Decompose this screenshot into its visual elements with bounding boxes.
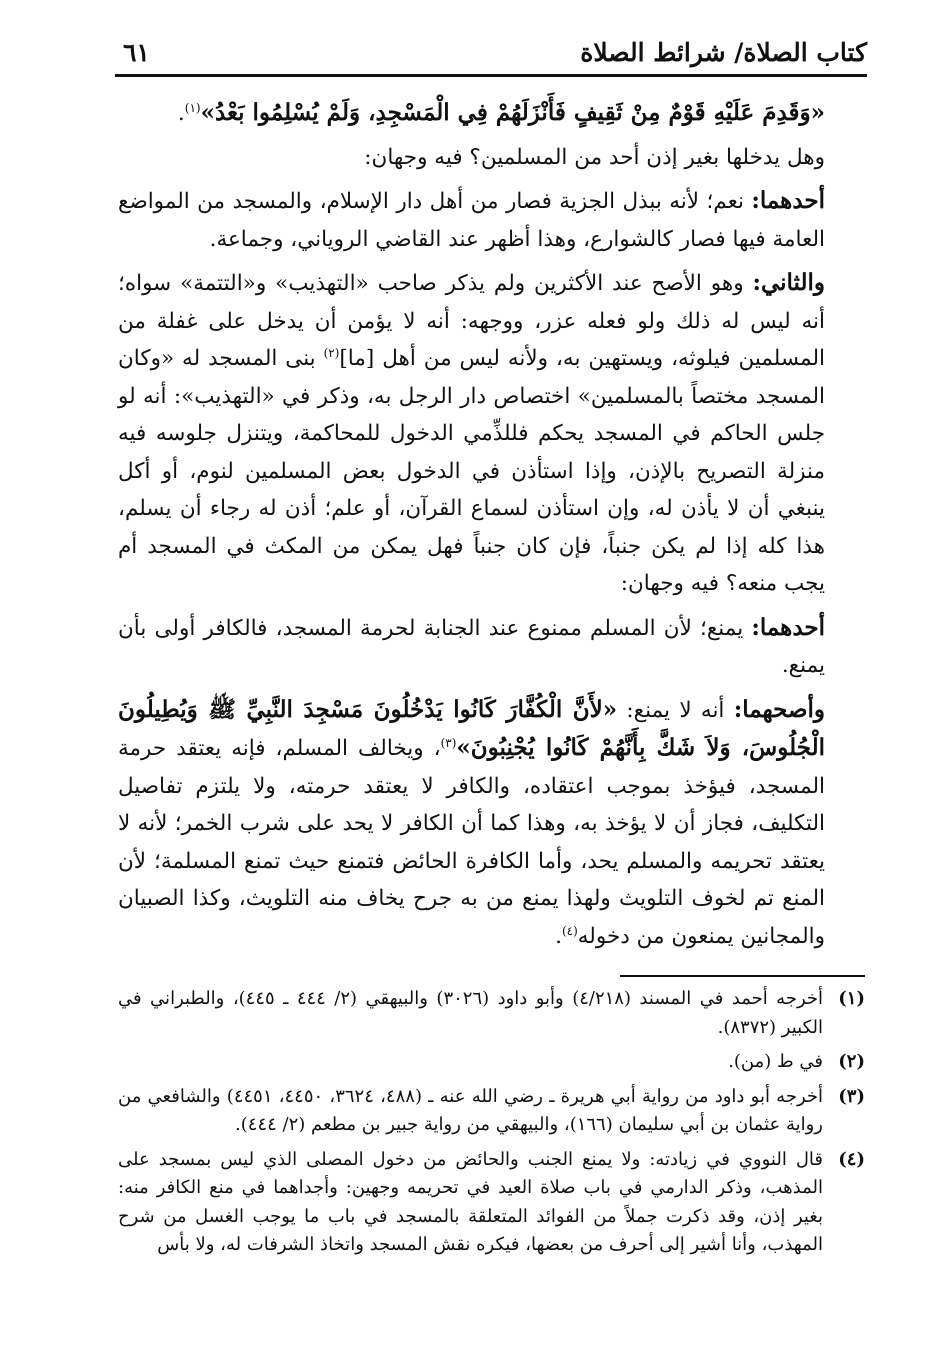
paragraph-hadith <box>118 94 865 133</box>
footnote-separator <box>620 975 865 977</box>
footnote-ref-3: (٣) <box>440 735 457 750</box>
footnote-number: (٢) <box>838 1051 865 1072</box>
footnote-text: قال النووي في زيادته: ولا يمنع الجنب والحائض من دخول المصلى الذي ليس بمسجد على المذهب، وذكر الدارمي في باب صلاة العيد في تحريمه وجهين: وأجداهما في منع الكافر منه: بغير إذن، وقد ذكرت جملاً من الفوائد المتعلقة بالمسجد في باب ما يوجب الغسل من شرح المهذب، وأنا أشير إلى أحرف من بعضها، فيكره نقش المسجد واتخاذ الشرفات له، ولا بأس <box>118 1148 823 1255</box>
junub-correct-text-a: أنه لا يمنع: <box>617 697 734 723</box>
period: . <box>177 101 185 126</box>
paragraph-junub-first <box>118 609 865 685</box>
footnote-text: في ط (من). <box>728 1051 823 1072</box>
footnote-ref-1: (١) <box>184 100 201 115</box>
page-number: ٦١ <box>123 38 150 67</box>
lead-first: أحدهما: <box>751 187 825 214</box>
footnote-ref-2: (٢) <box>323 345 340 360</box>
footnote <box>118 985 865 1042</box>
page-header <box>115 30 867 77</box>
footnote-text: أخرجه أبو داود من رواية أبي هريرة ـ رضي الله عنه ـ (٤٨٨، ٣٦٢٤، ٤٤٥٠، ٤٤٥١) والشافعي من رواية عثمان بن أبي سليمان (١٦٦)، والبيهقي من رواية جبير بن مطعم (٢/ ٤٤٤). <box>118 1085 824 1135</box>
footnotes <box>118 985 865 1266</box>
junub-correct-text-b: ، ويخالف المسلم، فإنه يعتقد حرمة المسجد، فيؤخذ بموجب اعتقاده، والكافر لا يعتقد حرمته، ولا يلتزم تفاصيل التكليف، فجاز أن لا يؤخذ به، وهذا كما أن الكافر لا يحد على شرب الخمر؛ لأنه لا يعتقد تحريمه والمسلم يحد، وأما الكافرة الحائض فتمنع حيث تمنع المسلمة؛ لأن المنع تم لخوف التلويث ولهذا يمنع من به جرح يخاف منه التلويث، وكذا الصبيان والمجانين يمنعون من دخوله <box>118 736 825 949</box>
footnote-number: (٤) <box>838 1148 865 1170</box>
lead-junub-correct: وأصحهما: <box>733 695 826 723</box>
second-view-text-a: وهو الأصح عند الأكثرين ولم يذكر صاحب «التهذيب» و«التتمة» سواه؛ أنه ليس له ذلك ولو فعله عزر، ووجهه: أنه لا يؤمن أن يدخل على غفلة من المسلمين فيلوثه، ويستهين به، ولأنه ليس من أهل [ما] <box>118 271 825 371</box>
paragraph-first-view <box>118 182 865 258</box>
footnote-number: (١) <box>838 988 865 1009</box>
main-text <box>118 94 865 961</box>
hadith-quote: «وَقَدِمَ عَلَيْهِ قَوْمٌ مِنْ ثَقِيفٍ فَأَنْزَلَهُمْ فِي الْمَسْجِدِ، وَلَمْ يُسْلِمُوا بَعْدُ» <box>200 99 825 126</box>
lead-second: والثاني: <box>752 269 825 296</box>
footnote-text: أخرجه أحمد في المسند (٤/٢١٨) وأبو داود (٣٠٢٦) والبيهقي (٢/ ٤٤٤ ـ ٤٤٥)، والطبراني في الكبير (٨٣٧٢). <box>118 988 824 1038</box>
running-title: كتاب الصلاة/ شرائط الصلاة <box>580 38 867 67</box>
footnote <box>118 1146 865 1260</box>
footnote <box>118 1048 865 1077</box>
first-view-text: نعم؛ لأنه ببذل الجزية فصار من أهل دار الإسلام، والمسجد من المواضع العامة فيها فصار كالشوارع، وهذا أظهر عند القاضي الروياني، وجماعة. <box>118 189 825 252</box>
junub-first-text: يمنع؛ لأن المسلم ممنوع عند الجنابة لحرمة المسجد، فالكافر أولى بأن يمنع. <box>118 615 825 678</box>
hadith-quote-2: «لأَنَّ الْكُفَّارَ كَانُوا يَدْخُلُونَ مَسْجِدَ النَّبِيِّ ﷺ وَيُطِيلُونَ الْجُلُوسَ، وَلاَ شَكَّ بِأَنَّهُمْ كَانُوا يُجْنِبُونَ» <box>118 695 825 761</box>
period: . <box>555 923 562 949</box>
footnote-ref-4: (٤) <box>561 923 578 938</box>
paragraph-second-view <box>118 264 865 603</box>
lead-junub-first: أحدهما: <box>751 613 825 641</box>
paragraph-question: وهل يدخلها بغير إذن أحد من المسلمين؟ فيه وجهان: <box>364 144 825 170</box>
second-view-text-b: بنى المسجد له «وكان المسجد مختصاً بالمسلمين» اختصاص دار الرجل به، وذكر في «التهذيب»: أنه لو جلس الحاكم في المسجد يحكم فللذِّمي الدخول للمحاكمة، ويتنزل جلوسه فيه منزلة التصريح بالإذن، وإذا استأذن في الدخول بعض المسلمين لنوم، أو أكل ينبغي أن لا يأذن له، وإن استأذن لسماع القرآن، أو علم؛ أذن له رجاء أن يسلم، هذا كله إذا لم يكن جنباً، فإن كان جنباً فهل يمكن من المكث في المسجد أم يجب منعه؟ فيه وجهان: <box>118 346 825 596</box>
footnote <box>118 1083 865 1140</box>
footnote-number: (٣) <box>838 1085 865 1107</box>
paragraph-junub-correct <box>118 691 865 956</box>
